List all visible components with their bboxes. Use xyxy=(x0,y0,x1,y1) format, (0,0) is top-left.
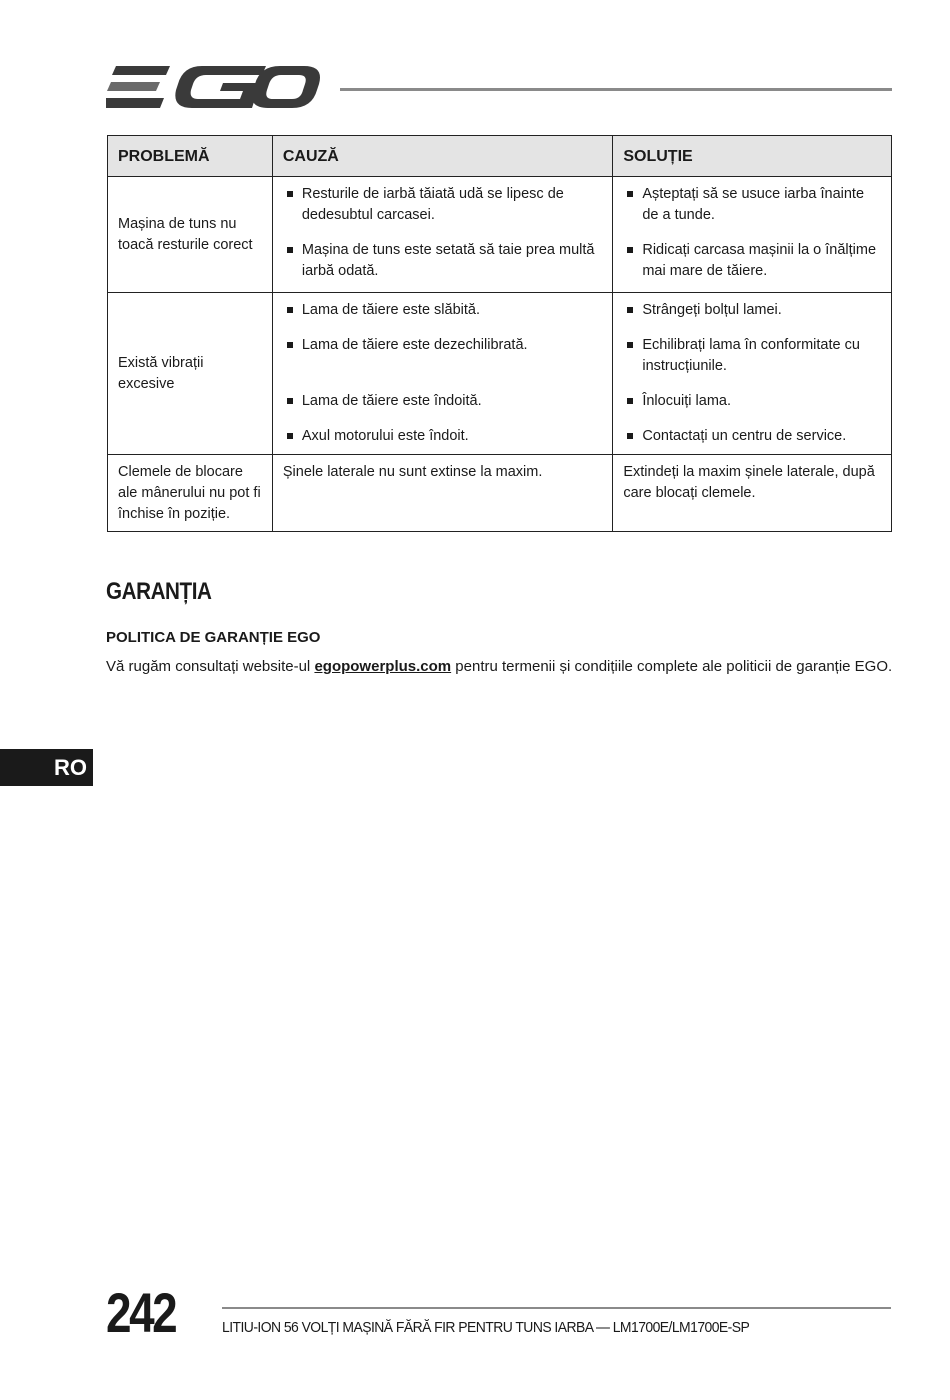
problem-cell: Există vibrații excesive xyxy=(108,293,273,455)
solution-item: Echilibrați lama în conformitate cu instrucțiunile. xyxy=(623,335,881,377)
problem-cell: Mașina de tuns nu toacă resturile corect xyxy=(108,177,273,293)
solution-item: Ridicați carcasa mașinii la o înălțime mai mare de tăiere. xyxy=(623,240,881,282)
cause-item: Mașina de tuns este setată să taie prea multă iarbă odată. xyxy=(283,240,602,282)
cause-item: Lama de tăiere este îndoită. xyxy=(283,391,602,412)
header-solution: SOLUȚIE xyxy=(613,136,892,177)
header-problem: PROBLEMĂ xyxy=(108,136,273,177)
warranty-text-before: Vă rugăm consultați website-ul xyxy=(106,658,315,675)
cause-item: Lama de tăiere este dezechilibrată. xyxy=(283,335,602,356)
footer-text: LITIU-ION 56 VOLȚI MAȘINĂ FĂRĂ FIR PENTRU TUNS IARBA — LM1700E/LM1700E-SP xyxy=(222,1319,750,1336)
table-row xyxy=(108,455,892,532)
warranty-text-after: pentru termenii și condițiile complete ale politicii de garanție EGO. xyxy=(451,658,893,675)
footer-rule xyxy=(222,1307,891,1309)
table-row xyxy=(108,293,892,455)
solution-item: Strângeți bolțul lamei. xyxy=(623,300,881,321)
solution-cell xyxy=(613,293,892,455)
warranty-text xyxy=(106,658,892,675)
language-tab: RO xyxy=(0,749,93,786)
section-title: GARANȚIA xyxy=(106,578,212,605)
warranty-subtitle: POLITICA DE GARANȚIE EGO xyxy=(106,629,321,646)
cause-item: Lama de tăiere este slăbită. xyxy=(283,300,602,321)
solution-cell xyxy=(613,177,892,293)
page-number: 242 xyxy=(106,1281,176,1344)
table-row xyxy=(108,177,892,293)
header-cause: CAUZĂ xyxy=(272,136,612,177)
warranty-link[interactable]: egopowerplus.com xyxy=(314,658,452,675)
ego-logo xyxy=(106,62,320,112)
cause-item: Resturile de iarbă tăiată udă se lipesc de dedesubtul carcasei. xyxy=(283,184,602,226)
cause-cell: Șinele laterale nu sunt extinse la maxim. xyxy=(272,455,612,532)
solution-item: Contactați un centru de service. xyxy=(623,426,881,447)
cause-cell xyxy=(272,293,612,455)
cause-cell xyxy=(272,177,612,293)
solution-cell: Extindeți la maxim șinele laterale, după care blocați clemele. xyxy=(613,455,892,532)
header-rule xyxy=(340,88,892,91)
solution-item: Așteptați să se usuce iarba înainte de a tunde. xyxy=(623,184,881,226)
troubleshooting-table xyxy=(107,135,892,532)
cause-item: Axul motorului este îndoit. xyxy=(283,426,602,447)
solution-item: Înlocuiți lama. xyxy=(623,391,881,412)
problem-cell: Clemele de blocare ale mânerului nu pot fi închise în poziție. xyxy=(108,455,273,532)
table-header-row xyxy=(108,136,892,177)
